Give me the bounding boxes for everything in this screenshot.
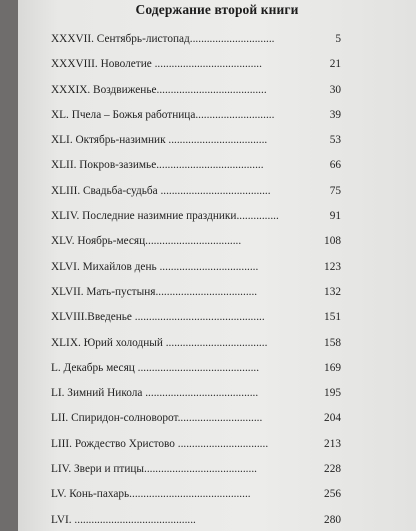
toc-entry-label: LI. Зимний Никола ........................................ <box>51 387 259 400</box>
toc-entry-page-number: 213 <box>324 437 341 450</box>
toc-entry <box>51 33 341 58</box>
toc-entry-label: L. Декабрь месяц ........................................... <box>51 361 260 374</box>
toc-entry <box>51 109 341 134</box>
toc-entry-page-number: 75 <box>329 184 341 197</box>
toc-entry-page-number: 30 <box>329 83 341 96</box>
toc-entry-page-number: 169 <box>324 361 341 374</box>
toc-entry-label: XLVII. Мать-пустыня.................................... <box>51 285 258 298</box>
toc-entry-label: XLIV. Последние назимние праздники............... <box>51 210 279 223</box>
toc-entry-page-number: 66 <box>329 159 341 172</box>
toc-entry <box>51 84 341 109</box>
toc-entry-page-number: 132 <box>324 285 341 298</box>
toc-entry <box>51 185 341 210</box>
toc-entry <box>51 337 341 362</box>
table-of-contents <box>51 33 341 531</box>
toc-entry <box>51 286 341 311</box>
toc-entry-page-number: 21 <box>329 58 341 71</box>
toc-entry-label: XLVIII.Введенье .............................................. <box>51 311 265 324</box>
toc-entry-page-number: 151 <box>324 311 341 324</box>
toc-entry-label: XLV. Ноябрь-месяц.................................. <box>51 235 242 248</box>
toc-entry-page-number: 5 <box>335 33 341 45</box>
toc-entry <box>51 261 341 286</box>
toc-entry <box>51 362 341 387</box>
toc-entry <box>51 412 341 437</box>
toc-entry-label: LIII. Рождество Христово ................................ <box>51 437 269 450</box>
toc-entry-label: XXXVII. Сентябрь-листопад.............................. <box>51 33 275 45</box>
toc-entry <box>51 235 341 260</box>
toc-entry-label: LVI. ........................................... <box>51 513 196 526</box>
toc-entry <box>51 58 341 83</box>
toc-entry-page-number: 280 <box>324 513 341 526</box>
toc-entry-label: XLII. Покров-зазимье...................................... <box>51 159 264 172</box>
toc-entry-label: XLIX. Юрий холодный .................................... <box>51 336 268 349</box>
toc-entry-page-number: 204 <box>324 412 341 425</box>
toc-entry <box>51 514 341 531</box>
toc-entry-page-number: 228 <box>324 463 341 476</box>
toc-entry-label: XLVI. Михайлов день ................................... <box>51 260 259 273</box>
toc-entry <box>51 463 341 488</box>
toc-entry-page-number: 123 <box>324 260 341 273</box>
toc-entry-page-number: 91 <box>329 210 341 223</box>
toc-entry <box>51 438 341 463</box>
toc-entry-label: XL. Пчела – Божья работница............................ <box>51 108 275 121</box>
toc-entry-label: LIV. Звери и птицы........................................ <box>51 463 257 476</box>
toc-entry <box>51 311 341 336</box>
toc-entry-label: XXXIX. Воздвиженье....................................... <box>51 83 267 96</box>
toc-entry-page-number: 53 <box>329 134 341 147</box>
toc-entry-label: LII. Спиридон-солноворот.............................. <box>51 412 263 425</box>
toc-entry <box>51 210 341 235</box>
toc-entry-page-number: 195 <box>324 387 341 400</box>
toc-entry <box>51 488 341 513</box>
toc-entry <box>51 387 341 412</box>
toc-entry-page-number: 39 <box>329 108 341 121</box>
toc-entry-page-number: 108 <box>324 235 341 248</box>
toc-entry-label: XLI. Октябрь-назимник ................................... <box>51 134 268 147</box>
toc-entry-label: LV. Конь-пахарь........................................... <box>51 488 251 501</box>
page-title: Содержание второй книги <box>135 2 299 17</box>
toc-entry <box>51 134 341 159</box>
toc-entry-page-number: 256 <box>324 488 341 501</box>
toc-entry-label: XLIII. Свадьба-судьба ....................................... <box>51 184 271 197</box>
toc-entry <box>51 159 341 184</box>
book-page <box>18 0 416 531</box>
toc-entry-page-number: 158 <box>324 336 341 349</box>
toc-entry-label: XXXVIII. Новолетие ...................................... <box>51 58 262 71</box>
